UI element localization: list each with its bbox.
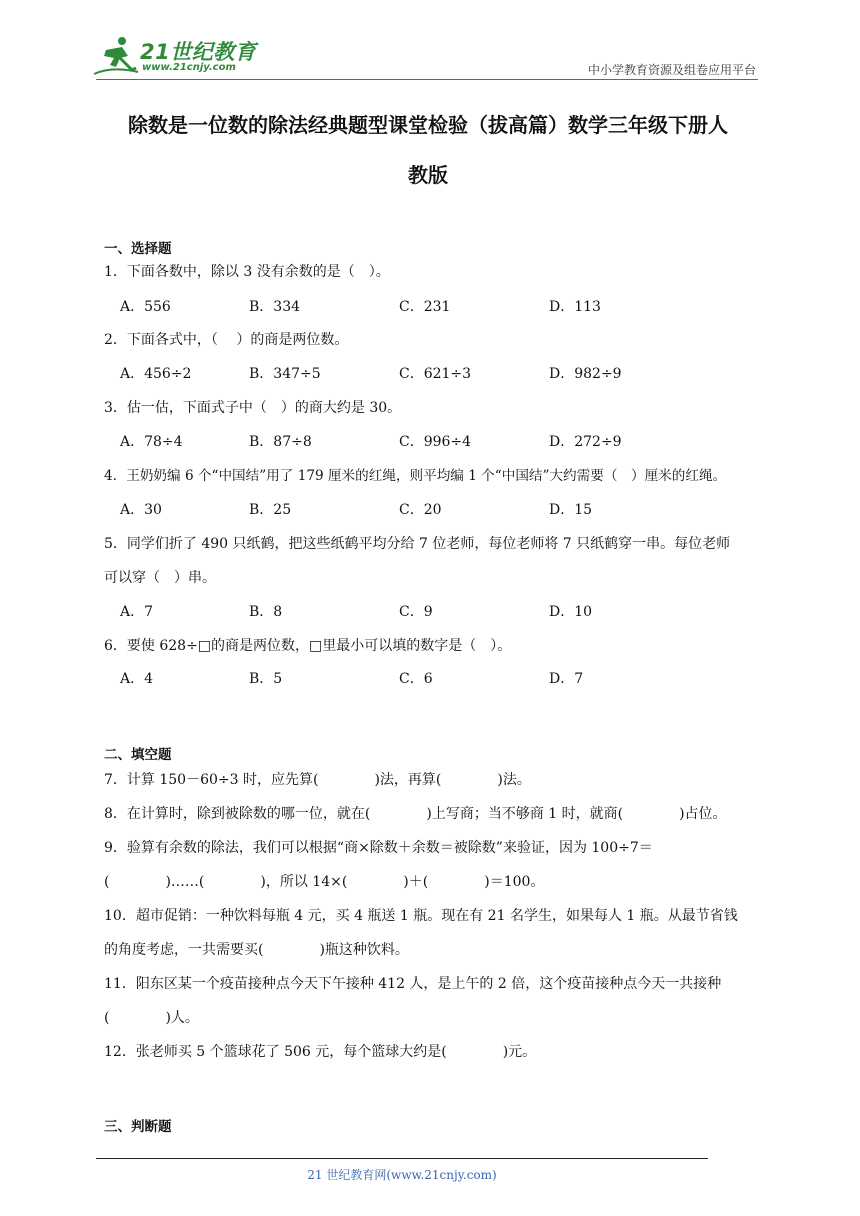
q2-option-d: D．982÷9 (549, 366, 622, 382)
question-12: 12．张老师买 5 个篮球花了 506 元，每个篮球大约是( )元。 (104, 1044, 537, 1060)
q1-option-b: B．334 (249, 299, 301, 315)
q6-option-b: B．5 (249, 671, 283, 687)
q3-option-b: B．87÷8 (249, 434, 312, 450)
q6-option-a: A．4 (120, 671, 154, 687)
question-9-line-2: ( )……( )，所以 14×( )＋( )＝100。 (104, 874, 545, 890)
footer-divider (96, 1158, 708, 1159)
logo-title: 21世纪教育 (140, 40, 257, 64)
header-divider (96, 79, 758, 80)
logo-url: www.21cnjy.com (142, 62, 236, 73)
q4-option-a: A．30 (120, 502, 162, 518)
question-10-line-1: 10．超市促销：一种饮料每瓶 4 元，买 4 瓶送 1 瓶。现在有 21 名学生，如果每人 1 瓶。从最节省钱 (104, 908, 738, 924)
question-7: 7．计算 150－60÷3 时，应先算( )法，再算( )法。 (104, 772, 531, 788)
site-logo (92, 34, 262, 78)
q1-option-d: D．113 (549, 299, 601, 315)
title-line-1: 除数是一位数的除法经典题型课堂检验（拔高篇）数学三年级下册人 (128, 113, 728, 137)
q4-option-c: C．20 (399, 502, 442, 518)
document-title (96, 100, 760, 200)
question-1: 1．下面各数中，除以 3 没有余数的是（ ）。 (104, 264, 390, 280)
q1-option-c: C．231 (399, 299, 451, 315)
section-heading-choice: 一、选择题 (104, 241, 172, 257)
question-3: 3．估一估，下面式子中（ ）的商大约是 30。 (104, 400, 402, 416)
question-11-line-2: ( )人。 (104, 1010, 199, 1026)
runner-logo-icon (92, 34, 140, 78)
q2-option-a: A．456÷2 (120, 366, 192, 382)
q2-option-c: C．621÷3 (399, 366, 472, 382)
section-heading-fill: 二、填空题 (104, 747, 172, 763)
q1-option-a: A．556 (120, 299, 171, 315)
question-11-line-1: 11．阳东区某一个疫苗接种点今天下午接种 412 人，是上午的 2 倍，这个疫苗接种点今天一共接种 (104, 976, 722, 992)
question-5-line-1: 5．同学们折了 490 只纸鹤，把这些纸鹤平均分给 7 位老师，每位老师将 7 只纸鹤穿一串。每位老师 (104, 536, 731, 552)
q5-option-b: B．8 (249, 604, 283, 620)
question-5-line-2: 可以穿（ ）串。 (104, 570, 216, 586)
footer-text: 21 世纪教育网(www.21cnjy.com) (307, 1168, 497, 1182)
q4-option-d: D．15 (549, 502, 593, 518)
question-8: 8．在计算时，除到被除数的哪一位，就在( )上写商；当不够商 1 时，就商( )占位。 (104, 806, 727, 822)
question-4: 4．王奶奶编 6 个“中国结”用了 179 厘米的红绳，则平均编 1 个“中国结”大约需要（ ）厘米的红绳。 (104, 468, 727, 484)
title-line-2: 教版 (408, 163, 448, 187)
q5-option-d: D．10 (549, 604, 593, 620)
q3-option-d: D．272÷9 (549, 434, 622, 450)
q3-option-a: A．78÷4 (120, 434, 183, 450)
question-6: 6．要使 628÷□的商是两位数，□里最小可以填的数字是（ ）。 (104, 638, 512, 654)
q5-option-c: C．9 (399, 604, 433, 620)
question-2: 2．下面各式中，（ ）的商是两位数。 (104, 332, 349, 348)
section-heading-judge: 三、判断题 (104, 1119, 172, 1135)
q6-option-d: D．7 (549, 671, 584, 687)
question-9-line-1: 9．验算有余数的除法，我们可以根据“商×除数＋余数＝被除数”来验证，因为 100÷7＝ (104, 840, 653, 856)
q4-option-b: B．25 (249, 502, 292, 518)
q2-option-b: B．347÷5 (249, 366, 321, 382)
question-10-line-2: 的角度考虑，一共需要买( )瓶这种饮料。 (104, 942, 409, 958)
platform-label: 中小学教育资源及组卷应用平台 (587, 63, 756, 77)
q5-option-a: A．7 (120, 604, 154, 620)
q6-option-c: C．6 (399, 671, 433, 687)
q3-option-c: C．996÷4 (399, 434, 472, 450)
